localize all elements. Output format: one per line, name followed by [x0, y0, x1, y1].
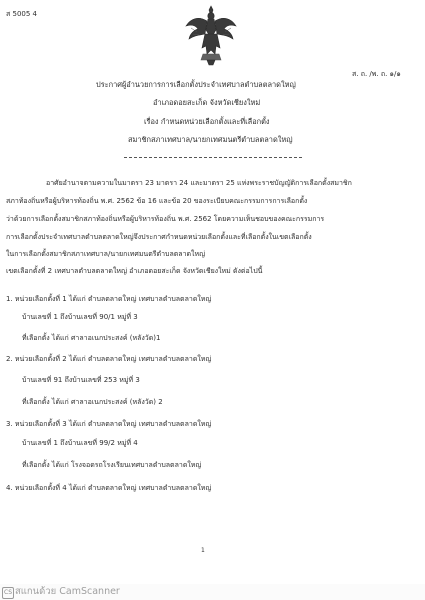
district-province: อำเภอดอยสะเก็ด จังหวัดเชียงใหม่: [153, 98, 261, 107]
unit-3-range: บ้านเลขที่ 1 ถึงบ้านเลขที่ 99/2 หมู่ที่ 4: [22, 439, 138, 447]
body-line-2: สภาท้องถิ่นหรือผู้บริหารท้องถิ่น พ.ศ. 2562 ข้อ 16 และข้อ 20 ของระเบียบคณะกรรมการการเลือกตั้ง: [6, 197, 308, 205]
unit-2-place: ที่เลือกตั้ง ได้แก่ ศาลาอเนกประสงค์ (หลังวัด) 2: [22, 398, 163, 406]
body-line-3: ว่าด้วยการเลือกตั้งสมาชิกสภาท้องถิ่นหรือผู้บริหารท้องถิ่น พ.ศ. 2562 โดยความเห็นชอบของคณะกรรมการ: [6, 215, 325, 223]
header-divider: [124, 157, 302, 158]
page-number: 1: [201, 547, 205, 554]
announcement-title: ประกาศผู้อำนวยการการเลือกตั้งประจำเทศบาลตำบลตลาดใหญ่: [96, 80, 296, 89]
subject-line: เรื่อง กำหนดหน่วยเลือกตั้งและที่เลือกตั้ง: [144, 117, 270, 126]
unit-3-place: ที่เลือกตั้ง ได้แก่ โรงจอดรถโรงเรียนเทศบาลตำบลตลาดใหญ่: [22, 461, 202, 469]
unit-1-range: บ้านเลขที่ 1 ถึงบ้านเลขที่ 90/1 หมู่ที่ 3: [22, 313, 138, 321]
reference-number: ส. ถ. /พ. ถ. ๑/๑: [352, 70, 401, 78]
unit-2-range: บ้านเลขที่ 91 ถึงบ้านเลขที่ 253 หมู่ที่ 3: [22, 376, 140, 384]
body-line-6: เขตเลือกตั้งที่ 2 เทศบาลตำบลตลาดใหญ่ อำเภอดอยสะเก็ด จังหวัดเชียงใหม่ ดังต่อไปนี้: [6, 267, 263, 275]
body-line-4: การเลือกตั้งประจำเทศบาลตำบลตลาดใหญ่จึงประกาศกำหนดหน่วยเลือกตั้งและที่เลือกตั้งในเขตเลือกตั้ง: [6, 233, 312, 241]
camscanner-logo-icon: CS: [2, 587, 14, 599]
camscanner-watermark: สแกนด้วย CamScanner: [15, 586, 120, 597]
body-line-5: ในการเลือกตั้งสมาชิกสภาเทศบาล/นายกเทศมนตรีตำบลตลาดใหญ่: [6, 250, 206, 258]
unit-2-line: 2. หน่วยเลือกตั้งที่ 2 ได้แก่ ตำบลตลาดใหญ่ เทศบาลตำบลตลาดใหญ่: [6, 355, 212, 363]
unit-1-line: 1. หน่วยเลือกตั้งที่ 1 ได้แก่ ตำบลตลาดใหญ่ เทศบาลตำบลตลาดใหญ่: [6, 295, 212, 303]
unit-4-line: 4. หน่วยเลือกตั้งที่ 4 ได้แก่ ตำบลตลาดใหญ่ เทศบาลตำบลตลาดใหญ่: [6, 484, 212, 492]
election-target: สมาชิกสภาเทศบาล/นายกเทศมนตรีตำบลตลาดใหญ่: [128, 135, 293, 144]
form-code: ส 5005 4: [6, 10, 37, 18]
unit-1-place: ที่เลือกตั้ง ได้แก่ ศาลาอเนกประสงค์ (หลังวัด)1: [22, 334, 161, 342]
unit-3-line: 3. หน่วยเลือกตั้งที่ 3 ได้แก่ ตำบลตลาดใหญ่ เทศบาลตำบลตลาดใหญ่: [6, 420, 212, 428]
body-line-1: อาศัยอำนาจตามความในมาตรา 23 มาตรา 24 และมาตรา 25 แห่งพระราชบัญญัติการเลือกตั้งสมาชิก: [46, 179, 352, 187]
garuda-emblem-icon: [183, 4, 239, 66]
